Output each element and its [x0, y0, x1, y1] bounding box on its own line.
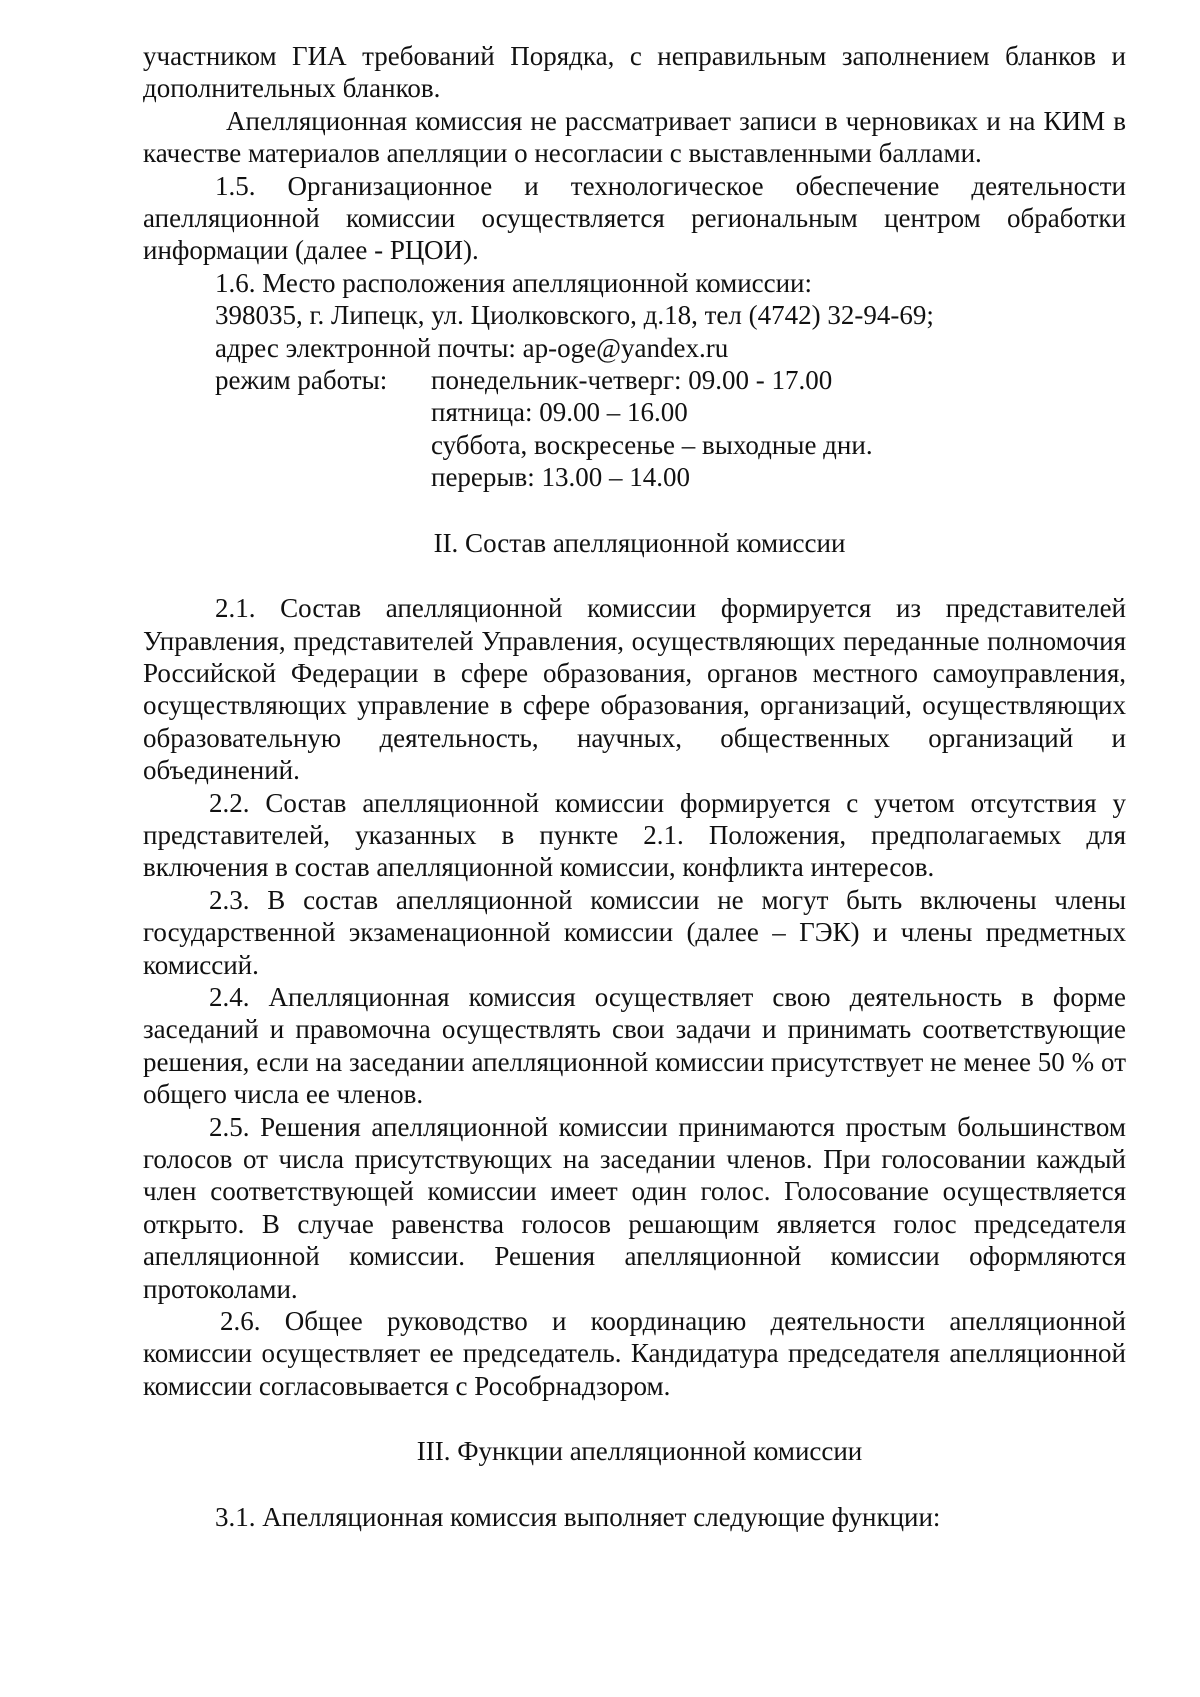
email-line: адрес электронной почты: ap-oge@yandex.ru: [215, 332, 729, 363]
document-page: [143, 40, 1126, 1533]
paragraph-2-6: 2.6. Общее руководство и координацию деятельности апелляционной комиссии осуществляет ее председатель. Кандидатура председателя апелляционной комиссии согласовывается с Рособрнадзором.: [143, 1306, 1126, 1401]
paragraph-2-2: 2.2. Состав апелляционной комиссии формируется с учетом отсутствия у представителей, указанных в пункте 2.1. Положения, предполагаемых для включения в состав апелляционной комиссии, конфликта интересов.: [143, 787, 1126, 883]
paragraph-2-3: 2.3. В состав апелляционной комиссии не могут быть включены члены государственной экзаменационной комиссии (далее – ГЭК) и члены предметных комиссий.: [143, 884, 1126, 980]
schedule-label: режим работы:: [215, 365, 388, 396]
schedule-row: перерыв: 13.00 – 14.00: [431, 462, 691, 493]
paragraph-drafts: Апелляционная комиссия не рассматривает записи в черновиках и на КИМ в качестве материалов апелляции о несогласии с выставленными баллами.: [143, 105, 1126, 169]
paragraph-1-6: 1.6. Место расположения апелляционной комиссии:: [215, 267, 813, 298]
paragraph-1-5: 1.5. Организационное и технологическое обеспечение деятельности апелляционной комиссии осуществляется региональным центром обработки информации (далее - РЦОИ).: [143, 170, 1126, 266]
paragraph-3-1: 3.1. Апелляционная комиссия выполняет следующие функции:: [215, 1501, 941, 1532]
paragraph-2-5: 2.5. Решения апелляционной комиссии принимаются простым большинством голосов от числа присутствующих на заседании членов. При голосовании каждый член соответствующей комиссии имеет один голос. Голосование осуществляется открыто. В случае равенства голосов решающим является голос председателя апелляционной комиссии. Решения апелляционной комиссии оформляются протоколами.: [143, 1111, 1126, 1304]
schedule-row: пятница: 09.00 – 16.00: [431, 397, 688, 428]
paragraph-2-4: 2.4. Апелляционная комиссия осуществляет свою деятельность в форме заседаний и правомочна осуществлять свои задачи и принимать соответствующие решения, если на заседании апелляционной комиссии присутствует не менее 50 % от общего числа ее членов.: [143, 981, 1126, 1110]
paragraph-intro: участником ГИА требований Порядка, с неправильным заполнением бланков и дополнительных бланков.: [143, 41, 1126, 104]
schedule-row: понедельник-четверг: 09.00 - 17.00: [431, 365, 833, 396]
section-2-heading: II. Состав апелляционной комиссии: [433, 527, 846, 558]
schedule-row: суббота, воскресенье – выходные дни.: [431, 429, 873, 460]
address-line: 398035, г. Липецк, ул. Циолковского, д.18, тел (4742) 32-94-69;: [215, 300, 934, 331]
section-3-heading: III. Функции апелляционной комиссии: [416, 1436, 863, 1467]
work-schedule: [143, 364, 1126, 494]
paragraph-2-1: 2.1. Состав апелляционной комиссии формируется из представителей Управления, представителей Управления, осуществляющих переданные полномочия Российской Федерации в сфере образования, органов местного самоуправления, осуществляющих управление в сфере образования, организаций, осуществляющих образовательную деятельность, научных, общественных организаций и объединений.: [143, 593, 1126, 786]
